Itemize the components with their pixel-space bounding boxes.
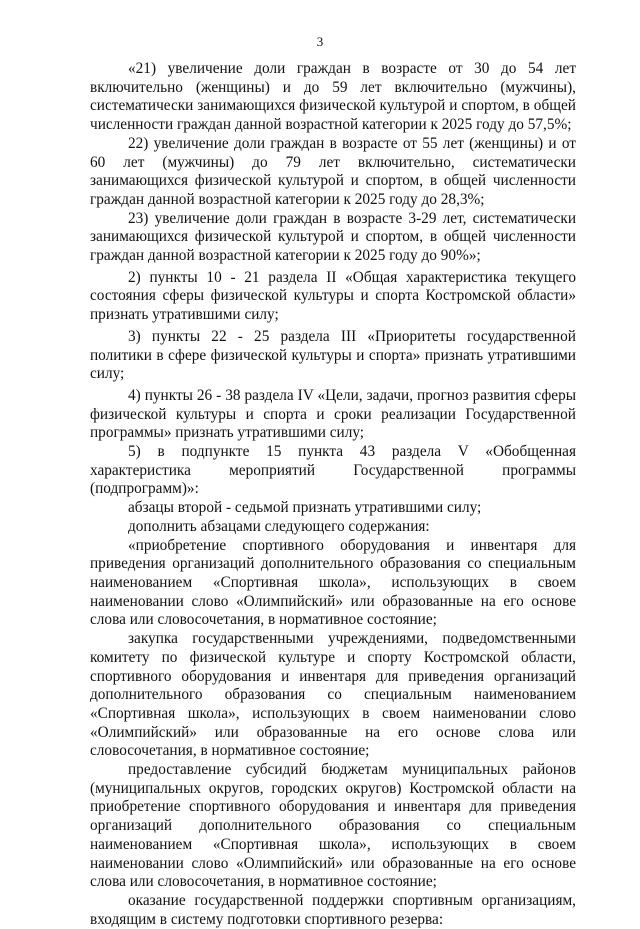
paragraph-item-21: «21) увеличение доли граждан в возрасте от 30 до 54 лет включительно (женщины) и до 59 лет включительно (мужчины), систематически занимающихся физической культурой и спортом, в общей численности граждан данной возрастной категории к 2025 году до 57,5%; <box>90 60 576 134</box>
paragraph-abzatsy: абзацы второй - седьмой признать утратившими силу; <box>128 499 482 517</box>
paragraph-procurement: закупка государственными учреждениями, подведомственными комитету по физической культуре и спорту Костромской области, спортивного оборудования и инвентаря для приведения организаций дополнительного образования со специальным наименованием «Спортивная школа», использующих в своем наименовании слово «Олимпийский» или образованные на его основе слова или словосочетания, в нормативное состояние; <box>90 630 576 760</box>
paragraph-section-2: 2) пункты 10 - 21 раздела II «Общая характеристика текущего состояния сферы физической культуры и спорта Костромской области» признать утратившими силу; <box>90 268 576 324</box>
paragraph-section-5: 5) в подпункте 15 пункта 43 раздела V «Обобщенная характеристика мероприятий Государственной программы (подпрограмм)»: <box>90 443 576 498</box>
paragraph-acquisition: «приобретение спортивного оборудования и инвентаря для приведения организаций дополнительного образования со специальным наименованием «Спортивная школа», использующих в своем наименовании слово «Олимпийский» или образованные на его основе слова или словосочетания, в нормативное состояние; <box>90 536 576 629</box>
paragraph-dopolnit: дополнить абзацами следующего содержания: <box>128 517 430 535</box>
paragraph-item-22: 22) увеличение доли граждан в возрасте от 55 лет (женщины) и от 60 лет (мужчины) до 79 лет включительно, систематически занимающихся физической культурой и спортом, в общей численности граждан данной возрастной категории к 2025 году до 28,3%; <box>90 134 576 208</box>
paragraph-state-support: оказание государственной поддержки спортивным организациям, входящим в систему подготовки спортивного резерва: <box>90 891 576 928</box>
paragraph-item-23: 23) увеличение доли граждан в возрасте 3-29 лет, систематически занимающихся физической культурой и спортом, в общей численности граждан данной возрастной категории к 2025 году до 90%»; <box>90 209 576 265</box>
paragraph-subsidies: предоставление субсидий бюджетам муниципальных районов (муниципальных округов, городских округов) Костромской области на приобретение спортивного оборудования и инвентаря для приведения организаций дополнительного образования со специальным наименованием «Спортивная школа», использующих в своем наименовании слово «Олимпийский» или образованные на его основе слова или словосочетания, в нормативное состояние; <box>90 761 576 891</box>
document-body <box>90 60 576 929</box>
paragraph-section-3: 3) пункты 22 - 25 раздела III «Приоритеты государственной политики в сфере физической культуры и спорта» признать утратившими силу; <box>90 327 576 383</box>
paragraph-section-4: 4) пункты 26 - 38 раздела IV «Цели, задачи, прогноз развития сферы физической культуры и спорта и сроки реализации Государственной программы» признать утратившими силу; <box>90 386 576 442</box>
page-number: 3 <box>316 34 324 49</box>
